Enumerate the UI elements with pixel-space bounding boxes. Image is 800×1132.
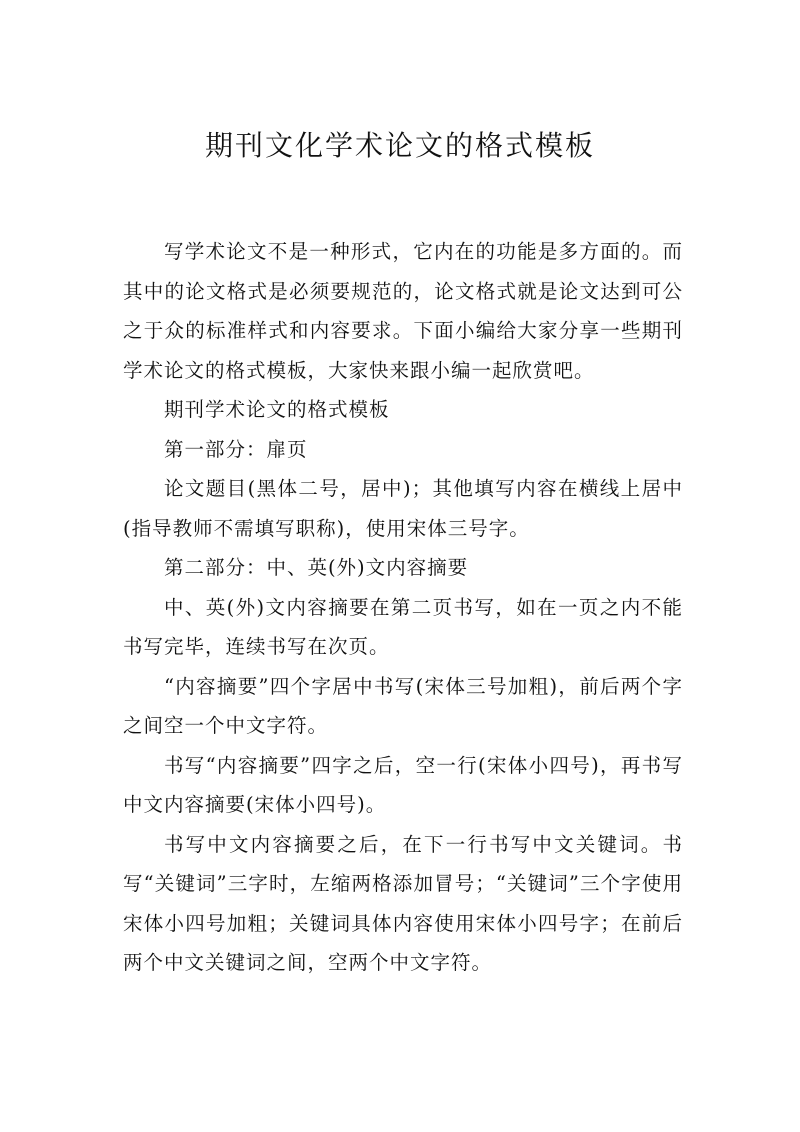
paragraph-part-two-heading: 第二部分：中、英(外)文内容摘要 [163,556,469,579]
paragraph-part-one-body: 论文题目(黑体二号，居中)；其他填写内容在横线上居中(指导教师不需填写职称)，使用宋体三号字。 [123,477,683,540]
paragraph-part-one-heading: 第一部分：扉页 [163,437,308,461]
document-title: 期刊文化学术论文的格式模板 [204,129,595,162]
paragraph-abstract-title-format: “内容摘要”四个字居中书写(宋体三号加粗)，前后两个字之间空一个中文字符。 [123,674,683,737]
paragraph-keywords-format: 书写中文内容摘要之后，在下一行书写中文关键词。书写“关键词”三字时，左缩两格添加冒号；“关键词”三个字使用宋体小四号加粗；关键词具体内容使用宋体小四号字；在前后两个中文关键词之间，空两个中文字符。 [123,832,683,974]
paragraph-template-heading: 期刊学术论文的格式模板 [163,398,390,421]
paragraph-intro: 写学术论文不是一种形式，它内在的功能是多方面的。而其中的论文格式是必须要规范的，论文格式就是论文达到可公之于众的标准样式和内容要求。下面小编给大家分享一些期刊学术论文的格式模板，大家快来跟小编一起欣赏吧。 [123,240,683,382]
document-body [123,232,683,983]
paragraph-abstract-location: 中、英(外)文内容摘要在第二页书写，如在一页之内不能书写完毕，连续书写在次页。 [123,595,683,658]
paragraph-abstract-spacing: 书写“内容摘要”四字之后，空一行(宋体小四号)，再书写中文内容摘要(宋体小四号)。 [123,753,683,816]
